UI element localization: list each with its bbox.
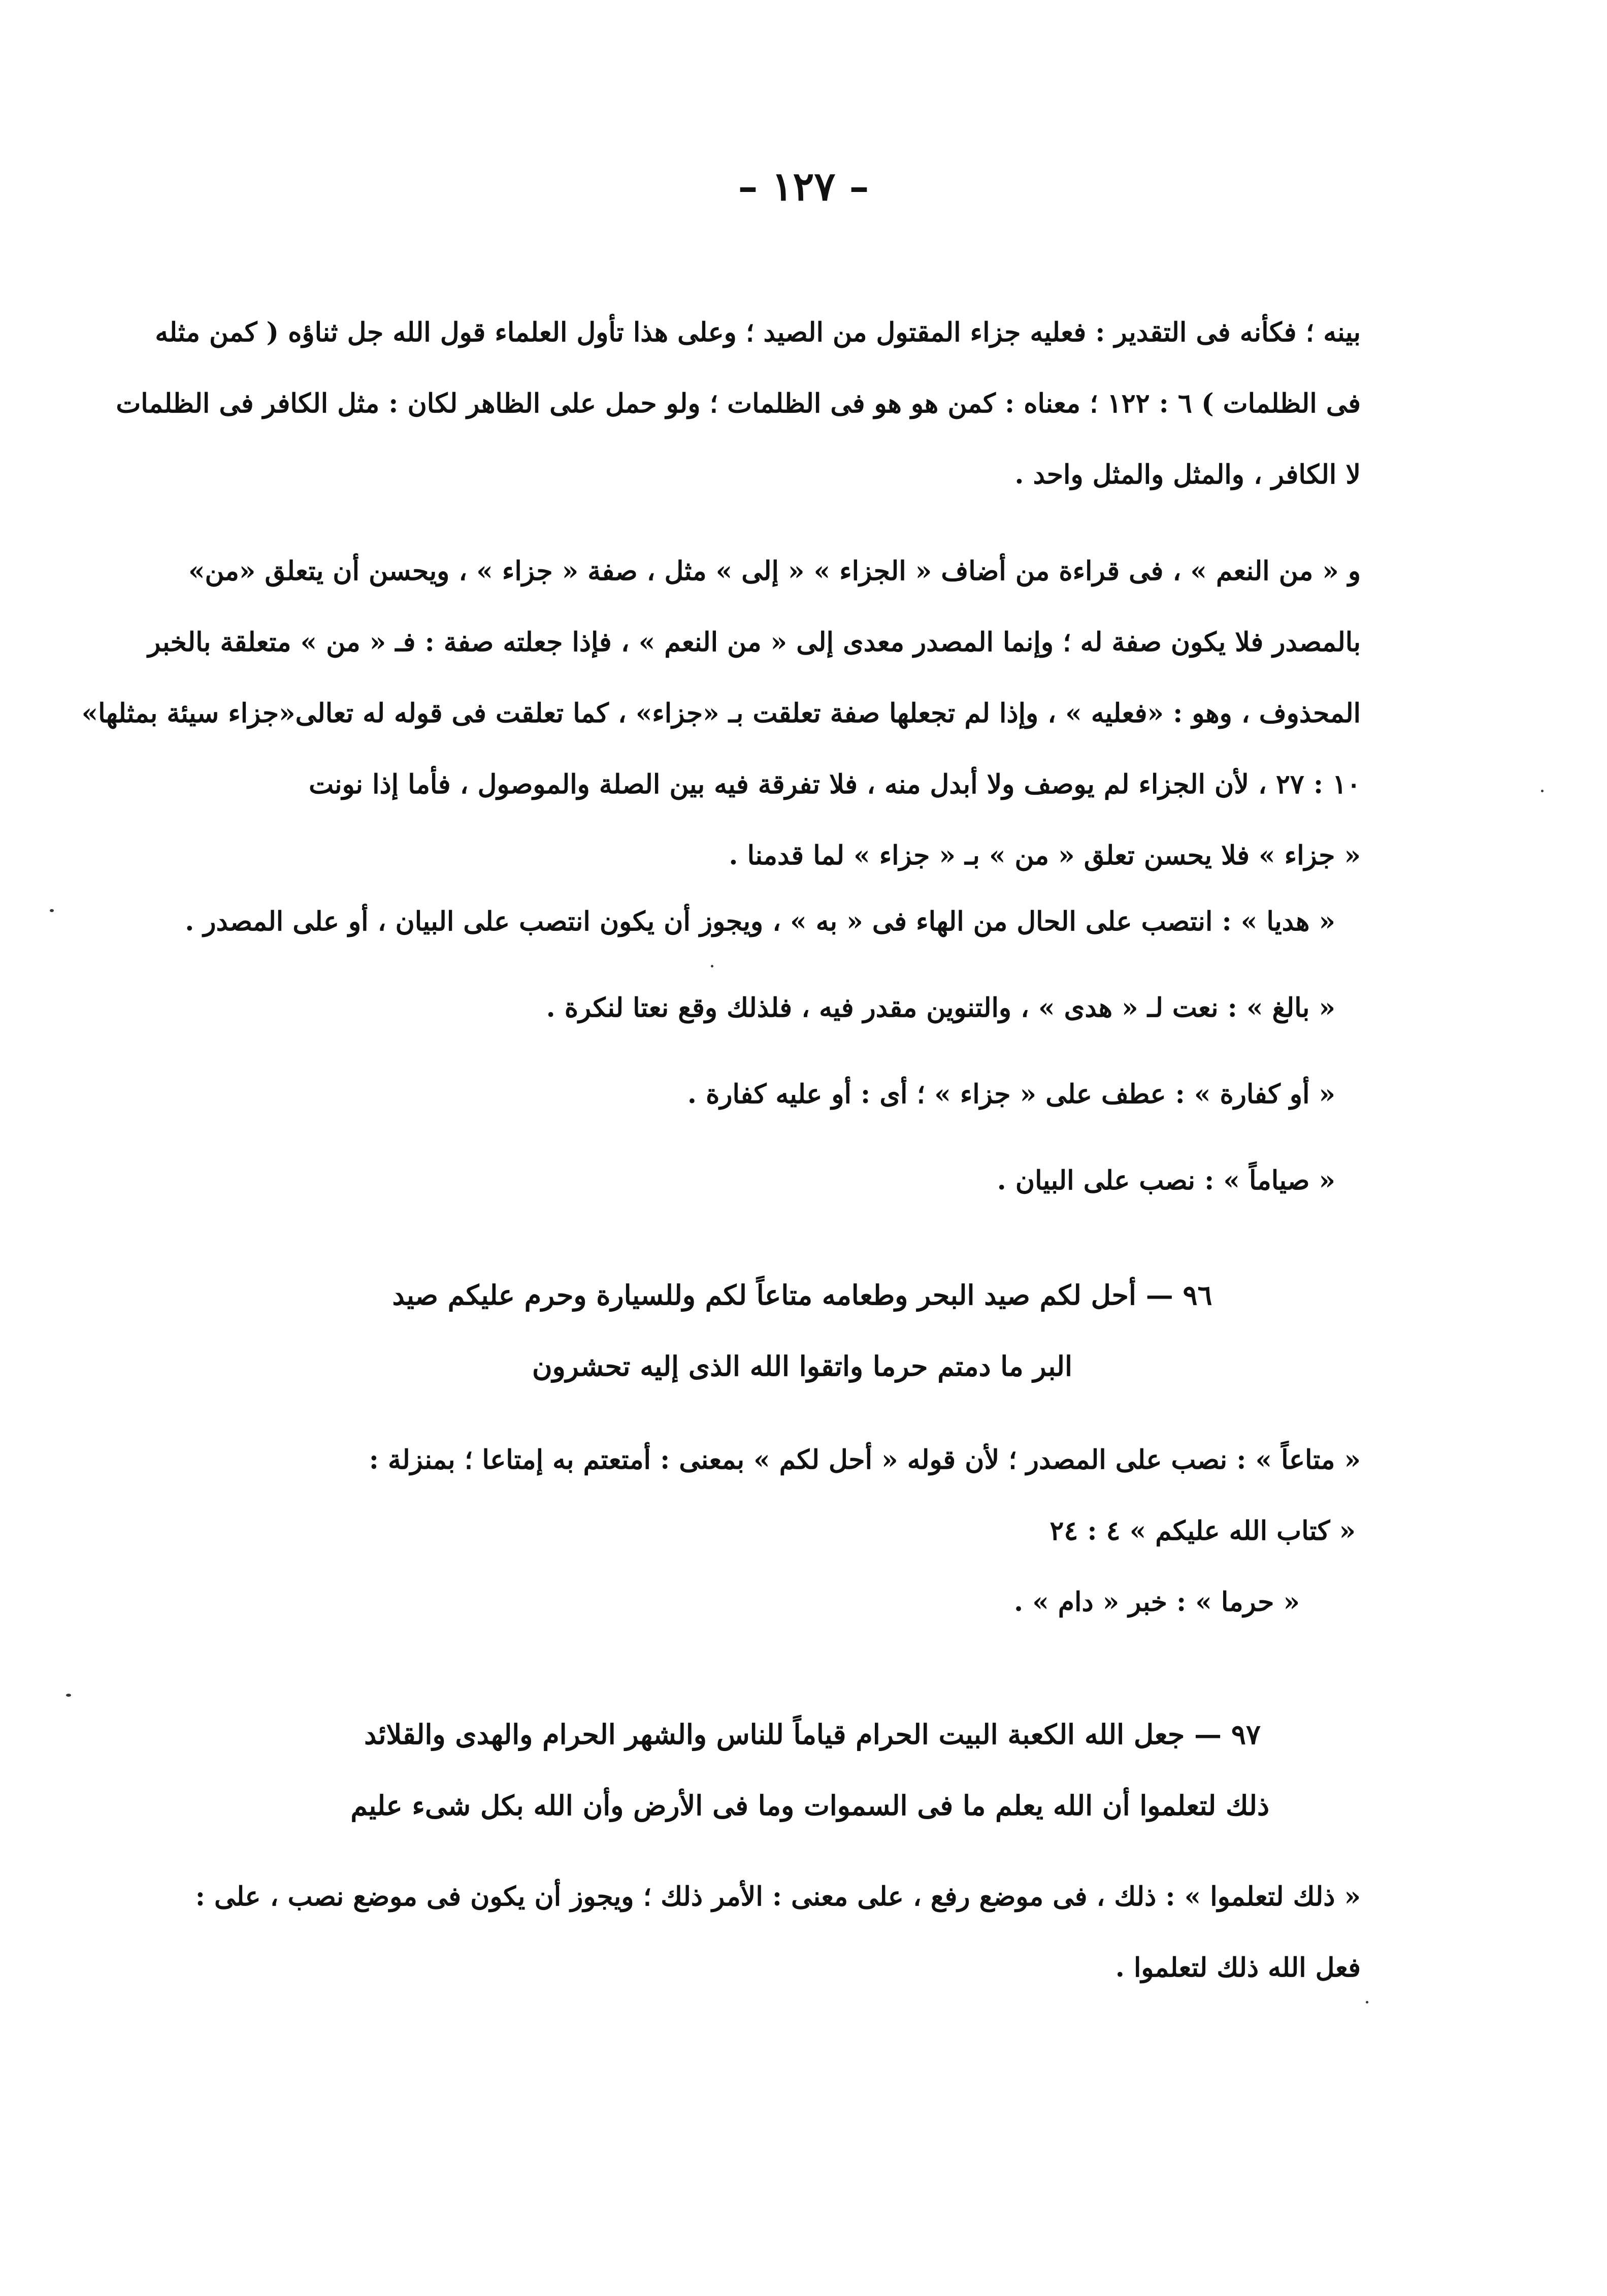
paragraph-line: فعل الله ذلك لتعلموا . [1115, 1952, 1361, 1983]
paragraph-line: و « من النعم » ، فى قراءة من أضاف « الجزاء » « إلى » مثل ، صفة « جزاء » ، ويحسن أن يتعلق «من» [188, 556, 1361, 587]
scan-speck [66, 1694, 71, 1697]
scan-speck [50, 909, 54, 912]
verse-line: البر ما دمتم حرما واتقوا الله الذى إليه تحشرون [532, 1350, 1073, 1382]
entry-baligh [218, 973, 1335, 1044]
entry-text: « بالغ » : نعت لـ « هدى » ، والتنوين مقدر فيه ، فلذلك وقع نعتا لنكرة . [546, 992, 1335, 1023]
verse-line: ٩٧ — جعل الله الكعبة البيت الحرام قياماً للناس والشهر الحرام والهدى والقلائد [364, 1718, 1261, 1751]
verse-97 [350, 1699, 1269, 1841]
paragraph-line: فى الظلمات ) ٦ : ١٢٢ ؛ معناه : كمن هو هو فى الظلمات ؛ ولو حمل على الظاهر لكان : مثل الكافر فى الظلمات [116, 388, 1361, 419]
paragraph-line: « متاعاً » : نصب على المصدر ؛ لأن قوله « أحل لكم » بمعنى : أمتعتم به إمتاعا ؛ بمنزلة : [369, 1444, 1361, 1475]
paragraph-2 [81, 536, 1361, 891]
paragraph-3 [239, 1425, 1361, 1638]
entry-text: « أو كفارة » : عطف على « جزاء » ؛ أى : أو عليه كفارة . [687, 1079, 1335, 1110]
scan-speck [1541, 790, 1544, 792]
paragraph-line: لا الكافر ، والمثل والمثل واحد . [1014, 459, 1361, 490]
paragraph-line: « حرما » : خبر « دام » . [1014, 1587, 1300, 1618]
paragraph-line: ١٠ : ٢٧ ، لأن الجزاء لم يوصف ولا أبدل منه ، فلا تفرقة فيه بين الصلة والموصول ، فأما إذا نونت [309, 769, 1361, 800]
entry-kaffara [218, 1059, 1335, 1130]
verse-96 [386, 1259, 1219, 1402]
entry-siyaman [218, 1145, 1335, 1216]
entry-text: « صياماً » : نصب على البيان . [997, 1165, 1335, 1196]
verse-line: ذلك لتعلموا أن الله يعلم ما فى السموات وما فى الأرض وأن الله بكل شىء عليم [350, 1789, 1269, 1822]
page-number: – ١٢٧ – [738, 164, 869, 210]
verse-line: ٩٦ — أحل لكم صيد البحر وطعامه متاعاً لكم وللسيارة وحرم عليكم صيد [392, 1279, 1212, 1311]
paragraph-4 [195, 1861, 1361, 2003]
scan-speck [1366, 2001, 1368, 2003]
entry-text: « هديا » : انتصب على الحال من الهاء فى « به » ، ويجوز أن يكون انتصب على البيان ، أو على المصدر . [185, 906, 1335, 937]
paragraph-line: المحذوف ، وهو : «فعليه » ، وإذا لم تجعلها صفة تعلقت بـ «جزاء» ، كما تعلقت فى قوله له تعالى«جزاء سيئة بمثلها» [81, 698, 1361, 729]
paragraph-line: « كتاب الله عليكم » ٤ : ٢٤ [1050, 1515, 1356, 1546]
entry-hadyan [185, 886, 1335, 957]
paragraph-line: بينه ؛ فكأنه فى التقدير : فعليه جزاء المقتول من الصيد ؛ وعلى هذا تأول العلماء قول الله جل ثناؤه ( كمن مثله [155, 317, 1361, 348]
paragraph-line: « جزاء » فلا يحسن تعلق « من » بـ « جزاء » لما قدمنا . [729, 840, 1361, 871]
paragraph-line: بالمصدر فلا يكون صفة له ؛ وإنما المصدر معدى إلى « من النعم » ، فإذا جعلته صفة : فـ « من » متعلقة بالخبر [148, 627, 1361, 658]
paragraph-1 [116, 297, 1361, 510]
paragraph-line: « ذلك لتعلموا » : ذلك ، فى موضع رفع ، على معنى : الأمر ذلك ؛ ويجوز أن يكون فى موضع نصب ، على : [195, 1881, 1361, 1912]
scan-speck [711, 965, 713, 967]
